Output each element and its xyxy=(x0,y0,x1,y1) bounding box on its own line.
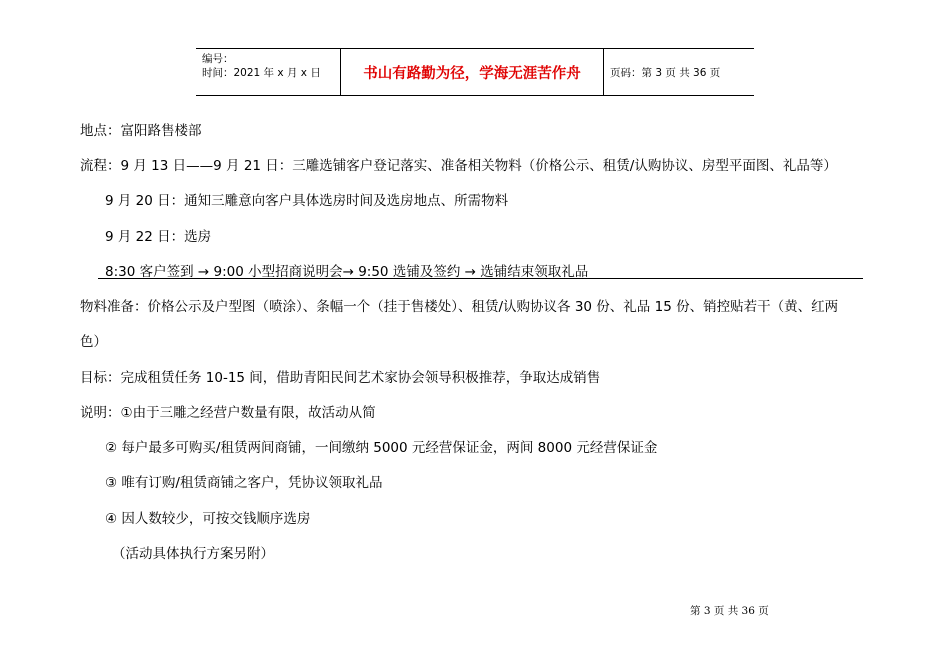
process-intro-line: 流程：9 月 13 日——9 月 21 日：三雕选铺客户登记落实、准备相关物料（价格公示、租赁/认购协议、房型平面图、礼品等） xyxy=(80,158,837,174)
location-line: 地点：富阳路售楼部 xyxy=(80,123,202,139)
footer-page-number: 第 3 页 共 36 页 xyxy=(690,605,769,617)
header-table xyxy=(196,48,754,96)
note-4-line: ④ 因人数较少，可按交钱顺序选房 xyxy=(105,511,311,527)
goal-line: 目标：完成租赁任务 10-15 间，借助青阳民间艺术家协会领导积极推荐，争取达成销售 xyxy=(80,370,601,386)
header-page-cell xyxy=(604,49,754,95)
note-3-line: ③ 唯有订购/租赁商铺之客户，凭协议领取礼品 xyxy=(105,475,383,491)
note-2-line: ② 每户最多可购买/租赁两间商铺，一间缴纳 5000 元经营保证金，两间 8000 元经营保证金 xyxy=(105,440,658,456)
page-label: 页码：第 3 页 共 36 页 xyxy=(610,66,721,79)
schedule-line: 8:30 客户签到 → 9:00 小型招商说明会→ 9:50 选铺及签约 → 选铺结束领取礼品 xyxy=(105,264,589,280)
header-meta-cell xyxy=(196,49,340,95)
step-0922-line: 9 月 22 日：选房 xyxy=(105,229,212,245)
note-1-line: 说明：①由于三雕之经营户数量有限，故活动从简 xyxy=(80,405,376,421)
number-label: 编号： xyxy=(202,53,234,65)
appendix-line: （活动具体执行方案另附） xyxy=(112,546,274,562)
header-motto-cell xyxy=(340,49,604,95)
schedule-underline xyxy=(98,278,863,279)
materials-line-1: 物料准备：价格公示及户型图（喷涂）、条幅一个（挂于售楼处）、租赁/认购协议各 30 份、礼品 15 份、销控贴若干（黄、红两 xyxy=(80,299,839,315)
time-label: 时间：2021 年 x 月 x 日 xyxy=(202,67,321,79)
materials-line-2: 色） xyxy=(80,334,107,350)
step-0920-line: 9 月 20 日：通知三雕意向客户具体选房时间及选房地点、所需物料 xyxy=(105,193,509,209)
motto-text: 书山有路勤为径，学海无涯苦作舟 xyxy=(363,65,581,82)
